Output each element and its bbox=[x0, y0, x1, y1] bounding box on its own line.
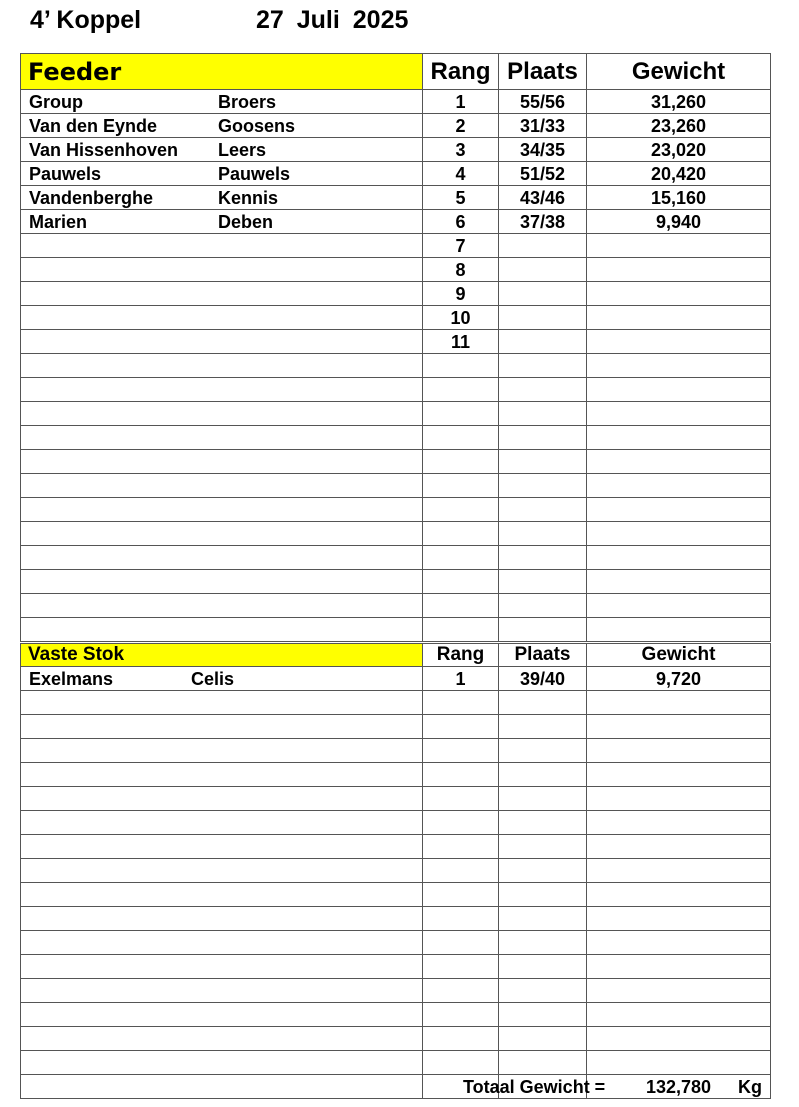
rang-cell bbox=[423, 931, 499, 955]
plaats-cell bbox=[499, 354, 587, 378]
total-weight-label: Totaal Gewicht = bbox=[463, 1077, 606, 1097]
participant-name-2: Broers bbox=[218, 92, 277, 112]
plaats-cell bbox=[499, 979, 587, 1003]
gewicht-cell bbox=[587, 907, 771, 931]
rang-cell bbox=[423, 763, 499, 787]
rang-cell bbox=[423, 979, 499, 1003]
participant-names-cell bbox=[21, 691, 423, 715]
gewicht-cell bbox=[587, 330, 771, 354]
plaats-cell bbox=[499, 450, 587, 474]
participant-name-1: Exelmans bbox=[29, 669, 114, 689]
participant-names-cell bbox=[21, 546, 423, 570]
gewicht-cell bbox=[587, 739, 771, 763]
plaats-cell bbox=[499, 787, 587, 811]
rang-cell bbox=[423, 546, 499, 570]
gewicht-cell bbox=[587, 811, 771, 835]
table-row bbox=[21, 450, 771, 474]
plaats-cell bbox=[499, 522, 587, 546]
gewicht-cell bbox=[587, 787, 771, 811]
column-header-plaats: Plaats bbox=[499, 644, 587, 667]
gewicht-cell bbox=[587, 234, 771, 258]
gewicht-cell bbox=[587, 306, 771, 330]
rang-cell: 11 bbox=[423, 330, 499, 354]
rang-cell bbox=[423, 715, 499, 739]
gewicht-cell bbox=[587, 1027, 771, 1051]
participant-names-cell bbox=[21, 450, 423, 474]
table-row bbox=[21, 979, 771, 1003]
plaats-cell bbox=[499, 835, 587, 859]
participant-name-1: Marien bbox=[29, 212, 88, 232]
rang-cell bbox=[423, 474, 499, 498]
vaste-stok-table bbox=[20, 643, 771, 1099]
table-row bbox=[21, 402, 771, 426]
rang-cell bbox=[423, 570, 499, 594]
participant-names-cell bbox=[21, 522, 423, 546]
gewicht-cell bbox=[587, 426, 771, 450]
gewicht-cell bbox=[587, 691, 771, 715]
participant-names-cell bbox=[21, 498, 423, 522]
table-row bbox=[21, 691, 771, 715]
plaats-cell: 31/33 bbox=[499, 114, 587, 138]
gewicht-cell bbox=[587, 474, 771, 498]
table-row bbox=[21, 1027, 771, 1051]
plaats-cell: 39/40 bbox=[499, 667, 587, 691]
plaats-cell bbox=[499, 498, 587, 522]
rang-cell bbox=[423, 402, 499, 426]
table-row bbox=[21, 931, 771, 955]
gewicht-cell bbox=[587, 979, 771, 1003]
table-row bbox=[21, 667, 771, 691]
table-row bbox=[21, 162, 771, 186]
participant-name-1: Pauwels bbox=[29, 164, 102, 184]
participant-names-cell bbox=[21, 594, 423, 618]
table-row bbox=[21, 498, 771, 522]
gewicht-cell bbox=[587, 378, 771, 402]
total-weight-value: 132,780 bbox=[646, 1077, 712, 1097]
gewicht-cell bbox=[587, 498, 771, 522]
gewicht-cell: 9,940 bbox=[587, 210, 771, 234]
table-row bbox=[21, 426, 771, 450]
event-date: 27 Juli 2025 bbox=[256, 6, 409, 34]
rang-cell: 4 bbox=[423, 162, 499, 186]
rang-cell bbox=[423, 450, 499, 474]
plaats-cell bbox=[499, 426, 587, 450]
participant-names-cell bbox=[21, 763, 423, 787]
plaats-cell bbox=[499, 594, 587, 618]
plaats-cell: 43/46 bbox=[499, 186, 587, 210]
plaats-cell: 37/38 bbox=[499, 210, 587, 234]
plaats-cell bbox=[499, 739, 587, 763]
table-row bbox=[21, 186, 771, 210]
plaats-cell: 34/35 bbox=[499, 138, 587, 162]
feeder-table bbox=[20, 53, 771, 642]
plaats-cell bbox=[499, 258, 587, 282]
plaats-cell: 51/52 bbox=[499, 162, 587, 186]
gewicht-cell: 15,160 bbox=[587, 186, 771, 210]
table-row bbox=[21, 306, 771, 330]
rang-cell bbox=[423, 378, 499, 402]
gewicht-cell: 20,420 bbox=[587, 162, 771, 186]
plaats-cell bbox=[499, 955, 587, 979]
gewicht-cell bbox=[587, 1051, 771, 1075]
participant-names-cell bbox=[21, 258, 423, 282]
feeder-section-label: Feeder bbox=[21, 54, 423, 90]
gewicht-cell bbox=[587, 955, 771, 979]
rang-cell: 9 bbox=[423, 282, 499, 306]
plaats-cell bbox=[499, 402, 587, 426]
table-row bbox=[21, 378, 771, 402]
gewicht-cell bbox=[587, 931, 771, 955]
participant-names-cell bbox=[21, 715, 423, 739]
rang-cell: 1 bbox=[423, 90, 499, 114]
rang-cell: 8 bbox=[423, 258, 499, 282]
participant-names-cell bbox=[21, 234, 423, 258]
rang-cell bbox=[423, 354, 499, 378]
gewicht-cell bbox=[587, 859, 771, 883]
participant-name-2: Leers bbox=[218, 140, 267, 160]
participant-names-cell bbox=[21, 282, 423, 306]
table-row bbox=[21, 258, 771, 282]
participant-names-cell bbox=[21, 90, 423, 114]
table-row bbox=[21, 138, 771, 162]
table-row bbox=[21, 330, 771, 354]
participant-names-cell bbox=[21, 787, 423, 811]
total-weight-unit: Kg bbox=[738, 1077, 762, 1097]
table-row bbox=[21, 618, 771, 642]
table-row bbox=[21, 907, 771, 931]
rang-cell bbox=[423, 522, 499, 546]
plaats-cell bbox=[499, 306, 587, 330]
column-header-gewicht: Gewicht bbox=[587, 54, 771, 90]
rang-cell bbox=[423, 618, 499, 642]
table-row bbox=[21, 354, 771, 378]
participant-names-cell bbox=[21, 378, 423, 402]
participant-names-cell bbox=[21, 931, 423, 955]
participant-name-1: Van den Eynde bbox=[29, 116, 158, 136]
table-row bbox=[21, 1003, 771, 1027]
rang-cell bbox=[423, 835, 499, 859]
participant-names-cell bbox=[21, 667, 423, 691]
gewicht-cell: 23,020 bbox=[587, 138, 771, 162]
rang-cell bbox=[423, 955, 499, 979]
table-row bbox=[21, 90, 771, 114]
rang-cell: 7 bbox=[423, 234, 499, 258]
plaats-cell bbox=[499, 811, 587, 835]
participant-names-cell bbox=[21, 162, 423, 186]
rang-cell: 1 bbox=[423, 667, 499, 691]
rang-cell: 2 bbox=[423, 114, 499, 138]
participant-name-2: Celis bbox=[191, 669, 235, 689]
plaats-cell bbox=[499, 570, 587, 594]
table-row bbox=[21, 715, 771, 739]
participant-names-cell bbox=[21, 402, 423, 426]
participant-name-2: Kennis bbox=[218, 188, 279, 208]
participant-names-cell bbox=[21, 474, 423, 498]
gewicht-cell bbox=[587, 282, 771, 306]
plaats-cell bbox=[499, 1027, 587, 1051]
gewicht-cell bbox=[587, 1003, 771, 1027]
participant-name-1: Vandenberghe bbox=[29, 188, 154, 208]
rang-cell bbox=[423, 426, 499, 450]
gewicht-cell bbox=[587, 258, 771, 282]
gewicht-cell bbox=[587, 594, 771, 618]
table-row bbox=[21, 811, 771, 835]
plaats-cell bbox=[499, 883, 587, 907]
table-row bbox=[21, 1051, 771, 1075]
rang-cell bbox=[423, 1027, 499, 1051]
participant-names-cell bbox=[21, 570, 423, 594]
table-row bbox=[21, 546, 771, 570]
gewicht-cell bbox=[587, 835, 771, 859]
participant-names-cell bbox=[21, 907, 423, 931]
table-row bbox=[21, 522, 771, 546]
gewicht-cell bbox=[587, 354, 771, 378]
rang-cell bbox=[423, 1051, 499, 1075]
vaste-stok-header-row bbox=[21, 644, 771, 667]
participant-name-2: Goosens bbox=[218, 116, 296, 136]
rang-cell bbox=[423, 594, 499, 618]
gewicht-cell bbox=[587, 618, 771, 642]
participant-names-cell bbox=[21, 330, 423, 354]
rang-cell bbox=[423, 883, 499, 907]
gewicht-cell bbox=[587, 883, 771, 907]
table-row bbox=[21, 210, 771, 234]
plaats-cell bbox=[499, 715, 587, 739]
table-row bbox=[21, 570, 771, 594]
gewicht-cell bbox=[587, 522, 771, 546]
table-row bbox=[21, 234, 771, 258]
table-row bbox=[21, 474, 771, 498]
rang-cell: 3 bbox=[423, 138, 499, 162]
column-header-rang: Rang bbox=[423, 54, 499, 90]
rang-cell bbox=[423, 907, 499, 931]
column-header-gewicht: Gewicht bbox=[587, 644, 771, 667]
participant-names-cell bbox=[21, 835, 423, 859]
table-row bbox=[21, 114, 771, 138]
rang-cell bbox=[423, 787, 499, 811]
feeder-header-row bbox=[21, 54, 771, 90]
rang-cell bbox=[423, 498, 499, 522]
gewicht-cell bbox=[587, 715, 771, 739]
rang-cell bbox=[423, 691, 499, 715]
participant-names-cell bbox=[21, 186, 423, 210]
plaats-cell bbox=[499, 546, 587, 570]
vaste-stok-section-label: Vaste Stok bbox=[21, 644, 423, 667]
rang-cell bbox=[423, 811, 499, 835]
plaats-cell bbox=[499, 931, 587, 955]
rang-cell bbox=[423, 739, 499, 763]
participant-names-cell bbox=[21, 1027, 423, 1051]
participant-names-cell bbox=[21, 883, 423, 907]
participant-names-cell bbox=[21, 1051, 423, 1075]
participant-names-cell bbox=[21, 138, 423, 162]
page-title: 4’ Koppel bbox=[30, 6, 142, 34]
participant-names-cell bbox=[21, 426, 423, 450]
plaats-cell bbox=[499, 378, 587, 402]
gewicht-cell bbox=[587, 570, 771, 594]
plaats-cell bbox=[499, 859, 587, 883]
table-row bbox=[21, 739, 771, 763]
gewicht-cell: 9,720 bbox=[587, 667, 771, 691]
participant-names-cell bbox=[21, 1075, 423, 1099]
table-row bbox=[21, 955, 771, 979]
plaats-cell bbox=[499, 618, 587, 642]
participant-name-2: Pauwels bbox=[218, 164, 291, 184]
rang-cell: 10 bbox=[423, 306, 499, 330]
plaats-cell: 55/56 bbox=[499, 90, 587, 114]
participant-names-cell bbox=[21, 306, 423, 330]
table-row bbox=[21, 763, 771, 787]
plaats-cell bbox=[499, 763, 587, 787]
column-header-rang: Rang bbox=[423, 644, 499, 667]
table-row bbox=[21, 282, 771, 306]
plaats-cell bbox=[499, 907, 587, 931]
plaats-cell bbox=[499, 1003, 587, 1027]
participant-names-cell bbox=[21, 739, 423, 763]
participant-names-cell bbox=[21, 979, 423, 1003]
plaats-cell bbox=[499, 234, 587, 258]
gewicht-cell: 23,260 bbox=[587, 114, 771, 138]
participant-names-cell bbox=[21, 955, 423, 979]
plaats-cell bbox=[499, 1051, 587, 1075]
plaats-cell bbox=[499, 282, 587, 306]
participant-names-cell bbox=[21, 1003, 423, 1027]
participant-names-cell bbox=[21, 859, 423, 883]
gewicht-cell bbox=[587, 763, 771, 787]
gewicht-cell bbox=[587, 450, 771, 474]
participant-names-cell bbox=[21, 210, 423, 234]
plaats-cell bbox=[499, 691, 587, 715]
rang-cell bbox=[423, 1003, 499, 1027]
plaats-cell bbox=[499, 330, 587, 354]
gewicht-cell bbox=[587, 402, 771, 426]
table-row bbox=[21, 859, 771, 883]
rang-cell: 5 bbox=[423, 186, 499, 210]
participant-names-cell bbox=[21, 811, 423, 835]
rang-cell: 6 bbox=[423, 210, 499, 234]
gewicht-cell bbox=[587, 546, 771, 570]
participant-name-1: Van Hissenhoven bbox=[29, 140, 179, 160]
plaats-cell bbox=[499, 474, 587, 498]
table-row bbox=[21, 787, 771, 811]
rang-cell bbox=[423, 859, 499, 883]
participant-name-1: Group bbox=[29, 92, 83, 112]
table-row bbox=[21, 835, 771, 859]
participant-names-cell bbox=[21, 354, 423, 378]
participant-name-2: Deben bbox=[218, 212, 274, 232]
table-row bbox=[21, 594, 771, 618]
gewicht-cell: 31,260 bbox=[587, 90, 771, 114]
column-header-plaats: Plaats bbox=[499, 54, 587, 90]
table-row bbox=[21, 883, 771, 907]
participant-names-cell bbox=[21, 618, 423, 642]
participant-names-cell bbox=[21, 114, 423, 138]
